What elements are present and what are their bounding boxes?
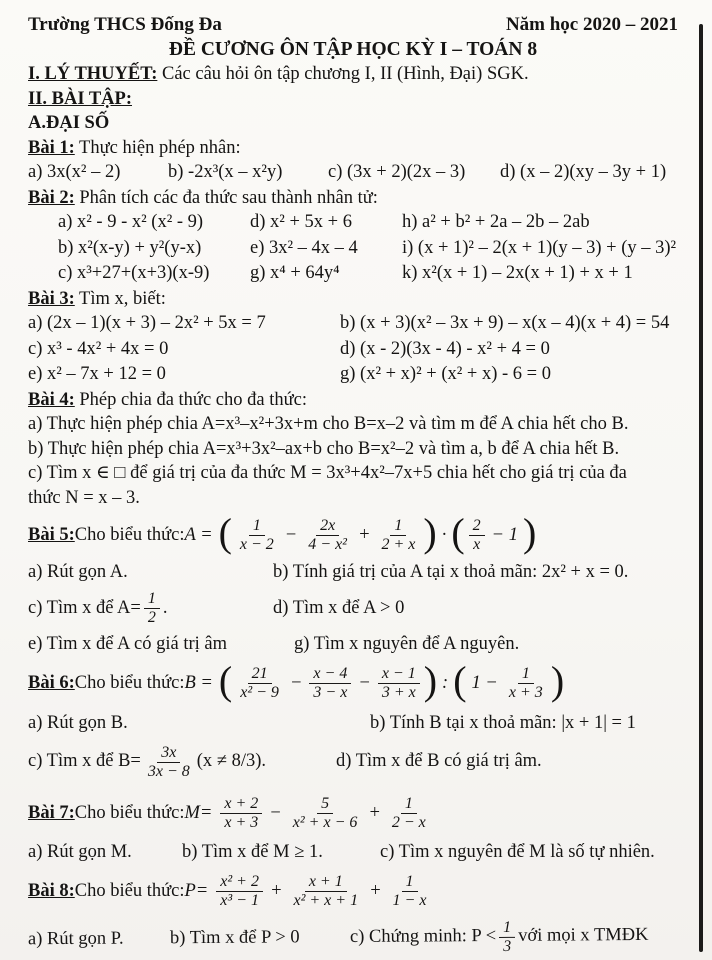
- denominator: 2: [147, 609, 156, 626]
- denominator: x: [473, 535, 481, 553]
- denominator: x − 2: [239, 535, 274, 553]
- fraction: [377, 517, 419, 554]
- denominator: x² + x − 6: [292, 813, 358, 831]
- exercise-6-label: Bài 6:: [28, 672, 75, 693]
- item-8c: [350, 917, 678, 956]
- school-name: Trường THCS Đống Đa: [28, 14, 222, 35]
- denominator: x + 3: [508, 683, 543, 701]
- item-4a: a) Thực hiện phép chia A=x³–x²+3x+m cho B=x–2 và tìm m để A chia hết cho B.: [28, 414, 629, 434]
- tasks-label: II. BÀI TẬP:: [28, 88, 132, 109]
- exercise-3-row1: [28, 311, 678, 337]
- fraction: [144, 590, 160, 627]
- exercise-6-row-cd: [28, 737, 678, 787]
- fraction: [144, 744, 194, 781]
- exercise-7-formula: [184, 795, 432, 832]
- algebra-heading: A.ĐẠI SỐ: [28, 113, 110, 133]
- exercise-8-formula: [184, 873, 433, 910]
- formula-lhs: A =: [184, 524, 213, 545]
- item-3b: b) (x + 3)(x² – 3x + 9) – x(x – 4)(x + 4) = 54: [340, 313, 670, 333]
- numerator: x + 2: [220, 795, 262, 814]
- item-2a: a) x² - 9 - x² (x² - 9): [58, 212, 204, 232]
- exercise-5-intro: Cho biểu thức:: [74, 524, 185, 545]
- numerator: 1: [402, 873, 418, 892]
- item-3g: g) (x² + x)² + (x² + x) - 6 = 0: [340, 364, 551, 384]
- item-5d: d) Tìm x để A > 0: [273, 597, 405, 618]
- exercise-4-title: Phép chia đa thức cho đa thức:: [74, 389, 307, 410]
- operator: +: [269, 880, 283, 901]
- exercise-5-formula: A = ( $\frac{1}{x - 2}$ − $\frac{2x}{\text{4 − x²}}$ + $\frac{1}{2 + x}$ ) · ( $\frac{2}{x}$ − 1 ): [184, 510, 537, 555]
- fraction: [388, 795, 430, 832]
- exercise-5-row-ab: [28, 560, 678, 586]
- item-7a: a) Rút gọn M.: [28, 842, 132, 862]
- item-1d: d) (x – 2)(xy – 3y + 1): [500, 162, 667, 182]
- exercise-3-row3: [28, 362, 678, 388]
- denominator: x² − 9: [240, 683, 279, 701]
- item-3c: c) x³ - 4x² + 4x = 0: [28, 338, 169, 359]
- item-4c-line1: c) Tìm x ∈ □ để giá trị của đa thức M = 3x³+4x²–7x+5 chia hết cho giá trị của đa: [28, 463, 627, 483]
- item-3e: e) x² – 7x + 12 = 0: [28, 364, 166, 384]
- item-2h: h) a² + b² + 2a – 2b – 2ab: [402, 212, 590, 232]
- item-2b: b) x²(x-y) + y²(y-x): [58, 237, 202, 258]
- item-2d: d) x² + 5x + 6: [250, 212, 352, 232]
- operator: +: [369, 880, 382, 901]
- numerator: 3x: [157, 744, 180, 763]
- denominator: 2 − x: [391, 813, 426, 831]
- numerator: 21: [248, 665, 272, 684]
- item-6a: a) Rút gọn B.: [28, 713, 128, 733]
- item-5a: a) Rút gọn A.: [28, 562, 128, 582]
- fraction: [309, 665, 351, 702]
- operator: +: [368, 802, 381, 823]
- denominator: x³ − 1: [220, 891, 259, 909]
- formula-lhs: M=: [184, 802, 213, 823]
- denominator: 4 − x²: [308, 535, 347, 553]
- item-2e: e) 3x² – 4x – 4: [250, 237, 358, 258]
- item-4b: b) Thực hiện phép chia A=x³+3x²–ax+b cho B=x²–2 và tìm a, b để A chia hết B.: [28, 438, 620, 459]
- exercise-2-title: Phân tích các đa thức sau thành nhân tử:: [74, 187, 378, 208]
- denominator: x² + x + 1: [293, 891, 359, 909]
- exercise-5-row-eg: [28, 632, 678, 658]
- item-1b: b) -2x³(x – x²y): [168, 162, 283, 182]
- item-5b: b) Tính giá trị của A tại x thoả mãn: 2x² + x = 0.: [273, 562, 629, 582]
- exercise-8-intro: Cho biểu thức:: [74, 880, 185, 901]
- item-2g: g) x⁴ + 64y⁴: [250, 263, 340, 283]
- exercise-3-row2: [28, 337, 678, 363]
- exercise-4-label: Bài 4:: [28, 389, 75, 410]
- exercise-6-formula: B = ( $\frac{21}{\text{x² − 9}}$ − $\frac{x - 4}{3 - x}$ − $\frac{x - 1}{3 + x}$ ) : ( 1 − $\frac{1}{x + 3}$ ): [184, 658, 565, 703]
- fraction: [236, 517, 278, 554]
- exercise-7-row-abc: [28, 839, 678, 866]
- exercise-6-row-ab: [28, 709, 678, 737]
- numerator: 5: [317, 795, 333, 814]
- item-6c-text: c) Tìm x để B=: [28, 751, 141, 772]
- item-7b: b) Tìm x để M ≥ 1.: [182, 842, 323, 862]
- fraction: [289, 795, 362, 832]
- item-8c-text: c) Chứng minh: P <: [349, 926, 497, 948]
- operator: +: [357, 524, 371, 545]
- item-5e: e) Tìm x để A có giá trị âm: [28, 633, 228, 654]
- school-year: Năm học 2020 – 2021: [505, 14, 678, 35]
- denominator: 3x − 8: [147, 762, 190, 780]
- exercise-7-intro: Cho biểu thức:: [74, 802, 185, 823]
- fraction: [505, 665, 547, 702]
- item-5c-suffix: .: [162, 597, 168, 618]
- item-1a: a) 3x(x² – 2): [28, 162, 121, 182]
- item-8c-suffix: với mọi x TMĐK: [518, 925, 649, 947]
- operator: 1 −: [471, 672, 498, 693]
- item-6c: [28, 744, 336, 781]
- exercise-6-heading: [28, 657, 678, 709]
- numerator: 1: [144, 590, 160, 609]
- exercise-1-title: Thực hiện phép nhân:: [74, 137, 241, 158]
- denominator: 1 − x: [392, 891, 427, 909]
- denominator: 3 + x: [381, 683, 416, 701]
- exercise-3-label: Bài 3:: [28, 288, 75, 309]
- page-title: ĐỀ CƯƠNG ÔN TẬP HỌC KỲ I – TOÁN 8: [168, 39, 538, 60]
- item-2c: c) x³+27+(x+3)(x-9): [58, 263, 210, 283]
- fraction: [499, 918, 515, 955]
- operator: −: [284, 524, 298, 545]
- denominator: 3 − x: [313, 683, 348, 701]
- exercise-5-row-cd: [28, 586, 678, 632]
- multiply-dot: ·: [441, 524, 447, 545]
- exercise-8-row-abc: [28, 914, 678, 960]
- numerator: 1: [390, 517, 406, 536]
- formula-lhs: P=: [184, 880, 209, 901]
- exercise-1-heading: [28, 136, 678, 161]
- item-1c: c) (3x + 2)(2x – 3): [328, 162, 466, 182]
- item-2k: k) x²(x + 1) – 2x(x + 1) + x + 1: [402, 263, 633, 283]
- fraction: [216, 873, 263, 910]
- exercise-2-label: Bài 2:: [28, 187, 75, 208]
- header-row: [28, 12, 678, 37]
- numerator: 1: [249, 517, 265, 536]
- theory-label: I. LÝ THUYẾT:: [28, 64, 158, 84]
- exercise-2-row2: [58, 236, 678, 262]
- numerator: 1: [499, 918, 515, 937]
- fraction: [469, 517, 485, 554]
- fraction: [378, 665, 420, 702]
- exercise-8-label: Bài 8:: [28, 880, 75, 901]
- operator: − 1: [491, 524, 519, 545]
- fraction: [389, 873, 431, 910]
- denominator: 3: [503, 937, 512, 955]
- exercise-5-heading: [28, 510, 678, 560]
- exercise-3-heading: [28, 287, 678, 312]
- exercise-1-items: [28, 160, 678, 186]
- exercise-2-row1: [58, 210, 678, 236]
- numerator: 1: [518, 665, 534, 684]
- item-8b: b) Tìm x để P > 0: [169, 927, 300, 949]
- numerator: x + 1: [305, 873, 347, 892]
- exercise-1-label: Bài 1:: [28, 137, 75, 158]
- item-4c-line2: thức N = x – 3.: [28, 487, 140, 508]
- fraction: [236, 665, 283, 702]
- operator: −: [289, 672, 303, 693]
- exercise-2-heading: [28, 186, 678, 211]
- exercise-4-heading: [28, 388, 678, 413]
- item-7c: c) Tìm x nguyên để M là số tự nhiên.: [380, 842, 655, 862]
- document-content: [0, 12, 712, 960]
- numerator: x − 4: [309, 665, 351, 684]
- formula-lhs: B =: [184, 672, 213, 693]
- exercise-5-label: Bài 5:: [28, 524, 75, 545]
- exercise-6-intro: Cho biểu thức:: [74, 672, 185, 693]
- numerator: x − 1: [378, 665, 420, 684]
- exercise-2-row3: [58, 261, 678, 287]
- numerator: x² + 2: [216, 873, 263, 892]
- item-5c: [28, 590, 273, 627]
- item-6b: b) Tính B tại x thoả mãn: |x + 1| = 1: [370, 713, 636, 733]
- numerator: 2x: [316, 517, 339, 536]
- denominator: 2 + x: [381, 535, 416, 553]
- fraction: [304, 517, 351, 554]
- tasks-line: [28, 87, 678, 112]
- item-8a: a) Rút gọn P.: [27, 928, 124, 950]
- item-5g: g) Tìm x nguyên để A nguyên.: [294, 633, 520, 654]
- item-5c-text: c) Tìm x để A=: [28, 597, 141, 618]
- numerator: 2: [469, 517, 485, 536]
- item-3a: a) (2x – 1)(x + 3) – 2x² + 5x = 7: [28, 313, 266, 333]
- exercise-7-heading: [28, 787, 678, 839]
- exercise-8-heading: [28, 866, 678, 916]
- item-3d: d) (x - 2)(3x - 4) - x² + 4 = 0: [340, 338, 550, 359]
- denominator: x + 3: [224, 813, 259, 831]
- theory-line: [28, 62, 678, 87]
- operator: −: [358, 672, 371, 693]
- division-colon: :: [442, 672, 449, 693]
- item-6c-suffix: (x ≠ 8/3).: [196, 751, 267, 772]
- item-6d: d) Tìm x để B có giá trị âm.: [336, 751, 542, 772]
- fraction: [289, 873, 362, 910]
- numerator: 1: [401, 795, 417, 814]
- fraction: [220, 795, 262, 832]
- exercise-3-title: Tìm x, biết:: [74, 288, 166, 309]
- exercise-7-label: Bài 7:: [28, 802, 75, 823]
- scan-edge-line: [699, 24, 703, 952]
- theory-text: Các câu hỏi ôn tập chương I, II (Hình, Đại) SGK.: [157, 64, 529, 84]
- item-2i: i) (x + 1)² – 2(x + 1)(y – 3) + (y – 3)²: [402, 237, 677, 258]
- operator: −: [269, 802, 282, 823]
